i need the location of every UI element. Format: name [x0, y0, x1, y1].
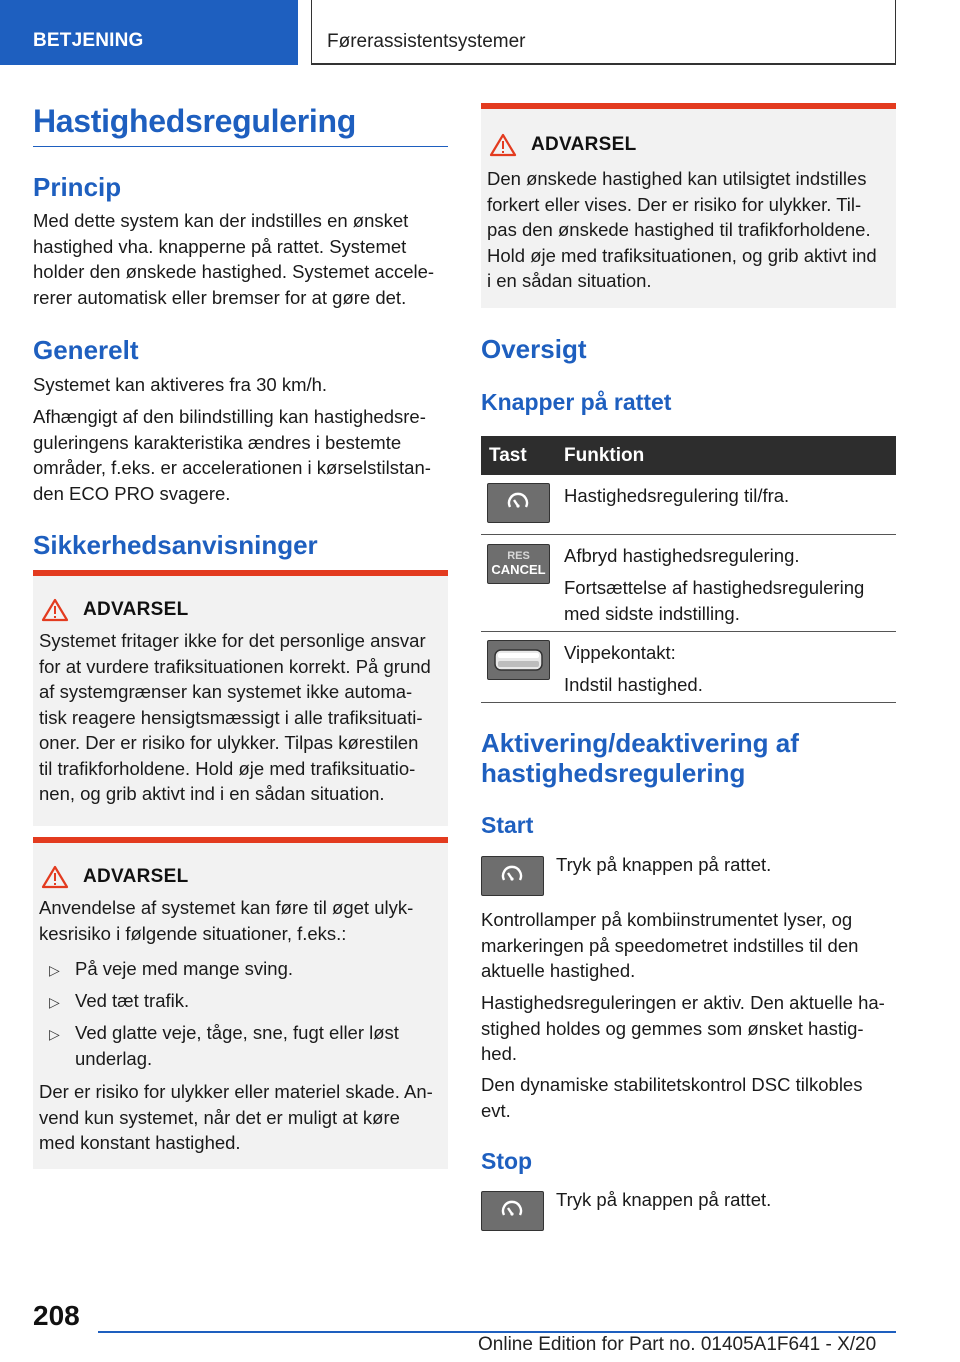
footer-edition: Online Edition for Part no. 01405A1F641 - X/20 [478, 1334, 877, 1355]
table-header-tast: Tast [489, 445, 527, 466]
footer-rule [98, 1331, 896, 1333]
bullet-text: På veje med mange sving. [75, 958, 294, 979]
cancel-label: CANCEL [491, 562, 546, 577]
start-paragraph-2 [481, 990, 885, 1067]
warning-title-row [41, 598, 189, 622]
bullet-item [49, 956, 439, 982]
start-press-text: Tryk på knappen på rattet. [556, 854, 772, 875]
text-line: rerer automatisk eller bremser for at gøre det. [33, 286, 407, 308]
bullet-item [49, 1020, 439, 1071]
generelt-line1: Systemet kan aktiveres fra 30 km/h. [33, 374, 328, 395]
text-line: aktuelle hastighed. [481, 960, 636, 981]
heading-stop: Stop [481, 1148, 533, 1174]
cruise-control-icon [481, 856, 544, 896]
bullet-text: underlag. [75, 1047, 153, 1069]
text-line: Den dynamiske stabilitetskontrol DSC tilkobles [481, 1074, 863, 1095]
heading-line: hastighedsregulering [481, 758, 746, 788]
text-line: holder den ønskede hastighed. Systemet accele- [33, 261, 435, 282]
warning-text [39, 628, 431, 807]
row-text: Hastighedsregulering til/fra. [564, 485, 790, 506]
text-line: Kontrollamper på kombiinstrumentet lyser, og [481, 909, 853, 930]
generelt-paragraph [33, 404, 431, 506]
heading-princip: Princip [33, 172, 122, 202]
page-title: Hastighedsregulering [33, 103, 356, 139]
text-line: evt. [481, 1099, 511, 1121]
header-section-tab [0, 0, 298, 65]
header-section-label: BETJENING [33, 30, 144, 51]
table-header-funktion: Funktion [564, 445, 645, 466]
text-line: områder, f.eks. er accelerationen i kørselstilstan- [33, 457, 431, 478]
bullet-marker: ▷ [49, 994, 60, 1010]
text-line: vend kun systemet, når det er muligt at køre [39, 1106, 400, 1128]
bullet-marker: ▷ [49, 1026, 60, 1042]
title-rule [33, 146, 448, 147]
bullet-text: Ved glatte veje, tåge, sne, fugt eller løst [75, 1022, 399, 1043]
warning-text [487, 166, 877, 294]
text-line: med sidste indstilling. [564, 602, 740, 624]
table-row [481, 535, 896, 632]
text-line: nen, og grib aktivt ind i en sådan situation. [39, 783, 385, 804]
text-line: Anvendelse af systemet kan føre til øget ulyk- [39, 897, 414, 918]
text-line: Hastighedsreguleringen er aktiv. Den aktuelle ha- [481, 992, 885, 1013]
text-line: tisk reagere hensigtsmæssigt i alle trafiksituati- [39, 706, 423, 728]
text-line: den ECO PRO svagere. [33, 482, 231, 504]
text-line: markeringen på speedometret indstilles til den [481, 934, 859, 956]
bullet-item [49, 988, 439, 1014]
heading-line: Aktivering/deaktivering af [481, 728, 799, 758]
text-line: Den ønskede hastighed kan utilsigtet indstilles [487, 168, 867, 189]
text-line: i en sådan situation. [487, 270, 652, 291]
page-number: 208 [33, 1300, 80, 1331]
warning-title: ADVARSEL [83, 866, 189, 887]
text-line: til trafikforholdene. Hold øje med trafiksituatio- [39, 757, 416, 779]
text-line: Systemet fritager ikke for det personlige ansvar [39, 630, 426, 651]
warning-outro [39, 1079, 433, 1156]
text-line: Afhængigt af den bilindstilling kan hastighedsre- [33, 406, 426, 427]
warning-box-3 [481, 103, 896, 308]
res-cancel-icon [487, 544, 550, 584]
warning-triangle-icon [41, 598, 69, 622]
warning-triangle-icon [41, 865, 69, 889]
table-header [481, 436, 896, 475]
warning-title-row [489, 133, 637, 157]
row-text: Afbryd hastighedsregulering. [564, 545, 800, 566]
start-paragraph-3 [481, 1072, 862, 1123]
heading-aktivering [481, 728, 799, 788]
warning-title-row [41, 865, 189, 889]
text-line: guleringens karakteristika ændres i bestemte [33, 431, 402, 453]
text-line: forkert eller vises. Der er risiko for ulykker. Til- [487, 193, 862, 215]
heading-generelt: Generelt [33, 335, 139, 365]
heading-oversigt: Oversigt [481, 334, 587, 364]
warning-title: ADVARSEL [531, 134, 637, 155]
row-text: Vippekontakt: [564, 642, 676, 663]
text-line: hed. [481, 1043, 518, 1064]
text-line: oner. Der er risiko for ulykker. Tilpas kørestilen [39, 732, 419, 753]
text-line: med konstant hastighed. [39, 1132, 241, 1153]
text-line: kesrisiko i følgende situationer, f.eks.: [39, 922, 347, 944]
text-line: Fortsættelse af hastighedsregulering [564, 577, 865, 598]
start-paragraph-1 [481, 907, 858, 984]
stop-press-text: Tryk på knappen på rattet. [556, 1189, 772, 1210]
text-line: Med dette system kan der indstilles en ønsket [33, 210, 409, 231]
warning-box-1 [33, 570, 448, 826]
text-line: hastighed vha. knapperne på rattet. Systemet [33, 235, 407, 257]
warning-title: ADVARSEL [83, 599, 189, 620]
text-line: pas den ønskede hastighed til trafikforholdene. [487, 219, 871, 240]
table-row [481, 632, 896, 703]
cruise-control-icon [487, 483, 550, 523]
header-chapter-label: Førerassistentsystemer [327, 31, 526, 52]
rocker-switch-icon [487, 640, 550, 680]
text-line: stighed holdes og gemmes som ønsket hastig- [481, 1017, 864, 1039]
table-row [481, 475, 896, 535]
bullet-marker: ▷ [49, 962, 60, 978]
text-line: Hold øje med trafiksituationen, og grib aktivt ind [487, 244, 877, 266]
header-chapter-box [311, 0, 896, 65]
text-line: af systemgrænser kan systemet ikke automa- [39, 681, 413, 702]
heading-sikkerhed: Sikkerhedsanvisninger [33, 530, 318, 560]
warning-intro [39, 895, 413, 946]
heading-knapper: Knapper på rattet [481, 389, 672, 415]
warning-box-2 [33, 837, 448, 1169]
bullet-text: Ved tæt trafik. [75, 990, 190, 1011]
row-text: Indstil hastighed. [564, 674, 703, 695]
cruise-control-icon [481, 1191, 544, 1231]
text-line: for at vurdere trafiksituationen korrekt. På grund [39, 655, 431, 677]
warning-triangle-icon [489, 133, 517, 157]
princip-paragraph [33, 208, 434, 310]
text-line: Der er risiko for ulykker eller materiel skade. An- [39, 1081, 433, 1102]
heading-start: Start [481, 812, 534, 838]
row-text [564, 575, 864, 626]
res-label: RES [507, 550, 530, 562]
